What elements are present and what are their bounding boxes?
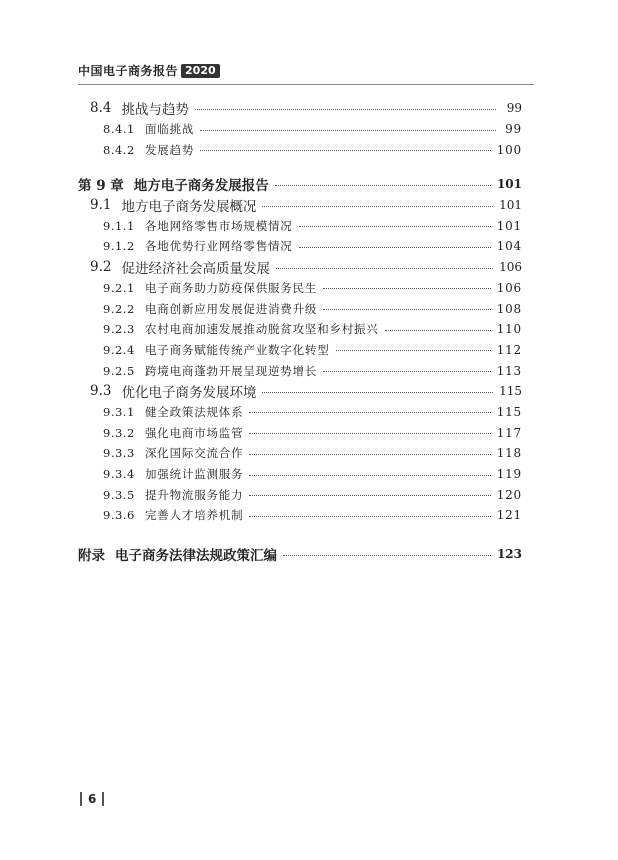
toc-title: 完善人才培养机制 xyxy=(145,508,244,523)
toc-number: 9.1.2 xyxy=(103,239,135,254)
toc-title: 跨境电商蓬勃开展呈现逆势增长 xyxy=(145,363,318,378)
toc-title: 促进经济社会高质量发展 xyxy=(121,261,270,278)
toc-entry-8-4-1[interactable] xyxy=(78,119,522,140)
toc-page: 121 xyxy=(496,508,522,523)
toc-leader xyxy=(385,330,491,331)
toc-number: 9.3 xyxy=(90,383,112,400)
toc-title: 各地优势行业网络零售情况 xyxy=(145,239,293,254)
toc-title: 提升物流服务能力 xyxy=(145,487,244,502)
toc-page: 120 xyxy=(496,487,522,502)
toc-title: 强化电商市场监管 xyxy=(145,425,244,440)
page-number: 6 xyxy=(88,792,97,806)
toc-number: 9.2 xyxy=(90,259,112,276)
toc-leader xyxy=(200,150,490,151)
toc-entry-9-2-3[interactable] xyxy=(78,319,522,340)
toc-leader xyxy=(299,226,491,227)
toc-page: 118 xyxy=(496,446,522,461)
toc-page: 99 xyxy=(506,101,522,116)
toc-title: 电子商务助力防疫保供服务民生 xyxy=(145,280,318,295)
toc-page: 112 xyxy=(496,342,522,357)
footer-bar-right xyxy=(102,792,104,806)
footer-bar-left xyxy=(80,792,82,806)
toc-number: 9.3.6 xyxy=(103,508,135,523)
toc-leader xyxy=(249,516,490,517)
toc-entry-9-2[interactable] xyxy=(78,257,522,278)
toc-entry-9-1[interactable] xyxy=(78,195,522,216)
toc-number: 9.1 xyxy=(90,197,112,214)
toc-title: 地方电子商务发展概况 xyxy=(121,199,257,216)
book-title: 中国电子商务报告 xyxy=(78,64,179,78)
toc-page: 119 xyxy=(496,467,522,482)
toc-title: 地方电子商务发展报告 xyxy=(133,178,269,195)
toc-entry-9-3-4[interactable] xyxy=(78,464,522,485)
toc-number: 9.1.1 xyxy=(103,218,135,233)
toc-title: 优化电子商务发展环境 xyxy=(121,385,257,402)
toc-entry-9-2-4[interactable] xyxy=(78,340,522,361)
book-year-badge: 2020 xyxy=(181,64,220,78)
toc-leader xyxy=(299,247,491,248)
toc-title: 加强统计监测服务 xyxy=(145,467,244,482)
toc-title: 挑战与趋势 xyxy=(121,102,189,119)
toc-page: 106 xyxy=(499,260,522,275)
toc-entry-9-3-3[interactable] xyxy=(78,443,522,464)
toc-page: 101 xyxy=(496,177,522,192)
toc-title: 健全政策法规体系 xyxy=(145,404,244,419)
toc-page: 99 xyxy=(505,122,522,137)
toc-number: 9.3.4 xyxy=(103,467,135,482)
toc-page: 117 xyxy=(496,425,522,440)
toc-title: 电子商务赋能传统产业数字化转型 xyxy=(145,342,330,357)
toc-entry-9-2-1[interactable] xyxy=(78,278,522,299)
toc-number: 9.2.4 xyxy=(103,342,135,357)
toc-entry-9-3-5[interactable] xyxy=(78,484,522,505)
toc-number: 第 9 章 xyxy=(78,178,124,195)
toc-leader xyxy=(336,350,491,351)
toc-entry-9-3[interactable] xyxy=(78,381,522,402)
toc-number: 9.2.5 xyxy=(103,363,135,378)
table-of-contents xyxy=(78,98,522,564)
toc-leader xyxy=(249,495,490,496)
toc-entry-8-4-2[interactable] xyxy=(78,139,522,160)
toc-number: 9.3.2 xyxy=(103,425,135,440)
toc-leader xyxy=(249,475,490,476)
toc-leader xyxy=(323,309,490,310)
toc-page: 113 xyxy=(496,363,522,378)
toc-leader xyxy=(323,371,490,372)
toc-leader xyxy=(276,268,493,269)
toc-page: 110 xyxy=(496,322,522,337)
toc-page: 100 xyxy=(496,142,522,157)
toc-page: 123 xyxy=(496,547,522,562)
toc-page: 115 xyxy=(496,404,522,419)
header-divider xyxy=(78,84,534,85)
toc-leader xyxy=(275,185,491,186)
toc-number: 9.2.3 xyxy=(103,322,135,337)
toc-number: 9.2.2 xyxy=(103,301,135,316)
toc-entry-9-2-2[interactable] xyxy=(78,298,522,319)
toc-leader xyxy=(262,206,493,207)
toc-leader xyxy=(249,412,490,413)
toc-title: 面临挑战 xyxy=(145,122,195,137)
toc-leader xyxy=(262,392,493,393)
toc-entry-8-4[interactable] xyxy=(78,98,522,119)
toc-title: 深化国际交流合作 xyxy=(145,446,244,461)
toc-entry-9-2-5[interactable] xyxy=(78,360,522,381)
toc-leader xyxy=(249,433,490,434)
toc-page: 108 xyxy=(496,301,522,316)
toc-number: 9.2.1 xyxy=(103,280,135,295)
toc-title: 各地网络零售市场规模情况 xyxy=(145,218,293,233)
toc-number: 9.3.1 xyxy=(103,404,135,419)
toc-number: 附录 xyxy=(78,548,105,565)
toc-number: 8.4.2 xyxy=(103,142,135,157)
toc-leader xyxy=(323,288,490,289)
toc-leader xyxy=(200,130,496,131)
toc-entry-9-3-2[interactable] xyxy=(78,422,522,443)
toc-entry-9-1-2[interactable] xyxy=(78,236,522,257)
toc-title: 发展趋势 xyxy=(145,142,195,157)
toc-leader xyxy=(249,454,490,455)
toc-page: 106 xyxy=(496,280,522,295)
toc-leader xyxy=(195,109,496,110)
toc-page: 101 xyxy=(496,218,522,233)
toc-entry-9-3-6[interactable] xyxy=(78,505,522,526)
toc-page: 104 xyxy=(496,239,522,254)
running-header xyxy=(78,62,220,79)
toc-page: 101 xyxy=(499,198,522,213)
toc-entry-9-1-1[interactable] xyxy=(78,215,522,236)
toc-entry-appendix[interactable] xyxy=(78,544,522,565)
toc-title: 电子商务法律法规政策汇编 xyxy=(115,548,277,565)
toc-entry-9-3-1[interactable] xyxy=(78,402,522,423)
toc-leader xyxy=(283,555,491,556)
toc-entry-chapter-9[interactable] xyxy=(78,174,522,195)
toc-number: 8.4.1 xyxy=(103,122,135,137)
toc-number: 9.3.3 xyxy=(103,446,135,461)
toc-number: 8.4 xyxy=(90,100,112,117)
toc-number: 9.3.5 xyxy=(103,487,135,502)
toc-title: 电商创新应用发展促进消费升级 xyxy=(145,301,318,316)
toc-title: 农村电商加速发展推动脱贫攻坚和乡村振兴 xyxy=(145,322,379,337)
page-footer xyxy=(80,792,104,806)
toc-page: 115 xyxy=(499,384,522,399)
